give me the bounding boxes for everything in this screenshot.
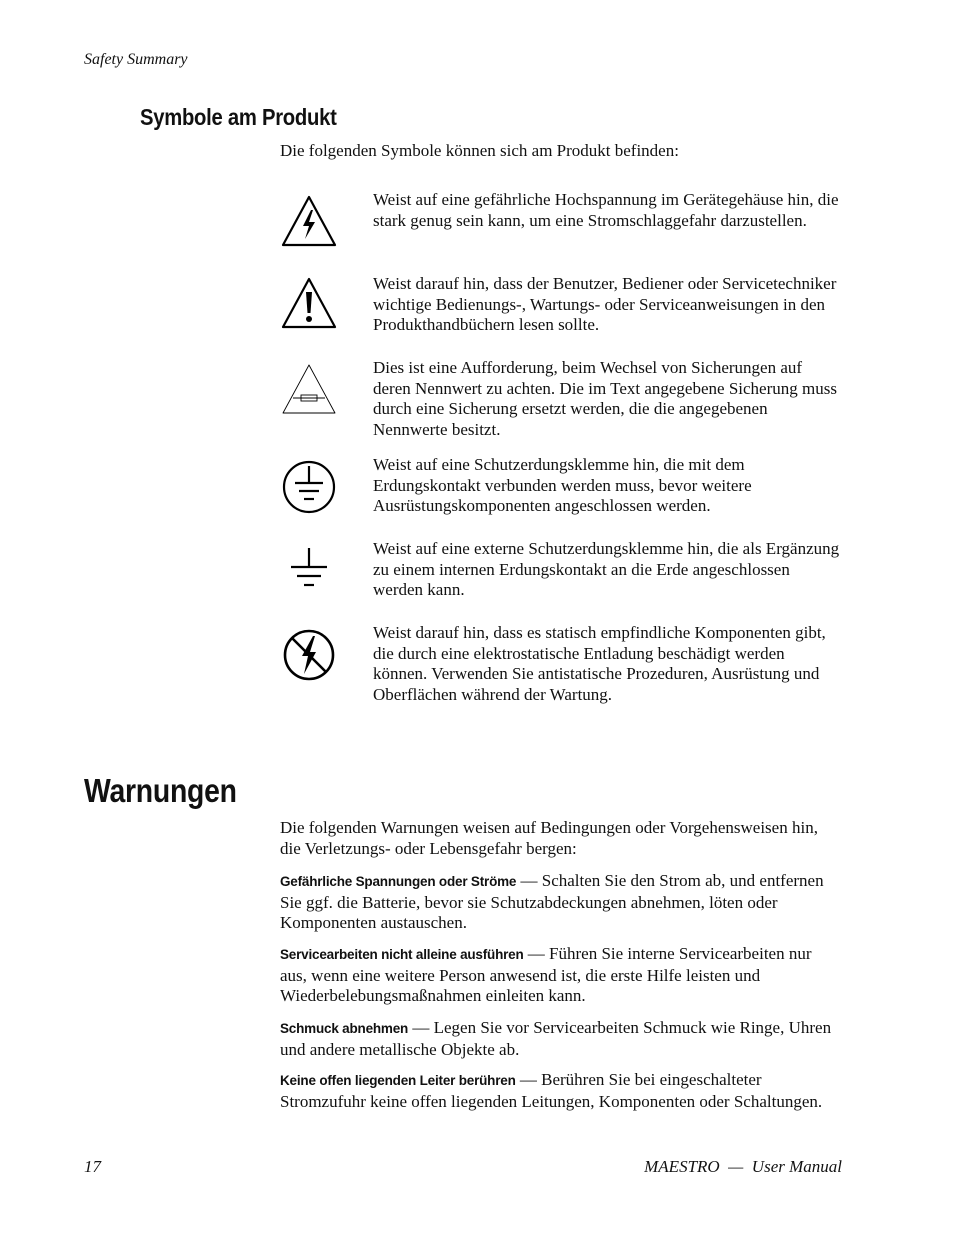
warning-item bbox=[280, 1070, 842, 1112]
symbol-description: Weist auf eine externe Schutzerdungsklemme hin, die als Ergänzung zu einem internen Erdungskontakt an die Erde angeschlossen werden kann. bbox=[373, 539, 840, 599]
warning-item bbox=[280, 1018, 842, 1060]
external-ground-icon bbox=[280, 542, 338, 600]
symbols-heading: Symbole am Produkt bbox=[140, 104, 337, 130]
warning-item bbox=[280, 871, 842, 934]
warning-item bbox=[280, 944, 842, 1007]
warning-text: — Berühren Sie bei eingeschalteter Stromzufuhr keine offen liegenden Leitungen, Komponenten oder Schaltungen. bbox=[280, 1070, 823, 1111]
warning-text: — Führen Sie interne Servicearbeiten nur aus, wenn eine weitere Person anwesend ist, die erste Hilfe leisten und Wiederbelebungsmaßnahmen einleiten kann. bbox=[280, 944, 812, 1005]
symbols-intro: Die folgenden Symbole können sich am Produkt befinden: bbox=[280, 141, 679, 160]
warnings-intro: Die folgenden Warnungen weisen auf Bedingungen oder Vorgehensweisen hin, die Verletzungs- oder Lebensgefahr bergen: bbox=[280, 818, 818, 858]
symbol-description: Weist darauf hin, dass der Benutzer, Bediener oder Servicetechniker wichtige Bedienungs-, Wartungs- oder Serviceanweisungen in den Produkthandbüchern lesen sollte. bbox=[373, 274, 837, 334]
fuse-warning-icon bbox=[280, 361, 338, 419]
protective-earth-icon bbox=[280, 458, 338, 516]
symbol-description: Weist auf eine gefährliche Hochspannung im Gerätegehäuse hin, die stark genug sein kann, um eine Stromschlaggefahr darzustellen. bbox=[373, 190, 839, 230]
running-header: Safety Summary bbox=[84, 51, 188, 68]
page-number: 17 bbox=[84, 1157, 101, 1176]
symbol-description: Weist darauf hin, dass es statisch empfindliche Komponenten gibt, die durch eine elektrostatische Entladung beschädigt werden können. Verwenden Sie antistatische Prozeduren, Ausrüstung und Oberflächen während der Wartung. bbox=[373, 623, 826, 704]
high-voltage-warning-icon bbox=[280, 193, 338, 251]
warning-lead: Schmuck abnehmen bbox=[280, 1021, 409, 1036]
warning-lead: Gefährliche Spannungen oder Ströme bbox=[280, 874, 517, 889]
footer-document-title: MAESTRO — User Manual bbox=[644, 1157, 842, 1176]
warning-lead: Keine offen liegenden Leiter berühren bbox=[280, 1073, 516, 1088]
warning-text: — Schalten Sie den Strom ab, und entfernen Sie ggf. die Batterie, bevor sie Schutzabdeckungen abnehmen, löten oder Komponenten austauschen. bbox=[280, 871, 824, 932]
warnings-heading: Warnungen bbox=[84, 772, 237, 809]
esd-sensitive-icon bbox=[280, 626, 338, 684]
symbol-description: Weist auf eine Schutzerdungsklemme hin, die mit dem Erdungskontakt verbunden werden muss, bevor weitere Ausrüstungskomponenten angeschlossen werden. bbox=[373, 455, 752, 515]
symbol-description: Dies ist eine Aufforderung, beim Wechsel von Sicherungen auf deren Nennwert zu achten. Die im Text angegebene Sicherung muss durch eine Sicherung ersetzt werden, die die angegebenen Nennwerte besitzt. bbox=[373, 358, 837, 439]
caution-exclamation-icon bbox=[280, 275, 338, 333]
warning-lead: Servicearbeiten nicht alleine ausführen bbox=[280, 947, 524, 962]
warning-text: — Legen Sie vor Servicearbeiten Schmuck wie Ringe, Uhren und andere metallische Objekte ab. bbox=[280, 1018, 832, 1059]
